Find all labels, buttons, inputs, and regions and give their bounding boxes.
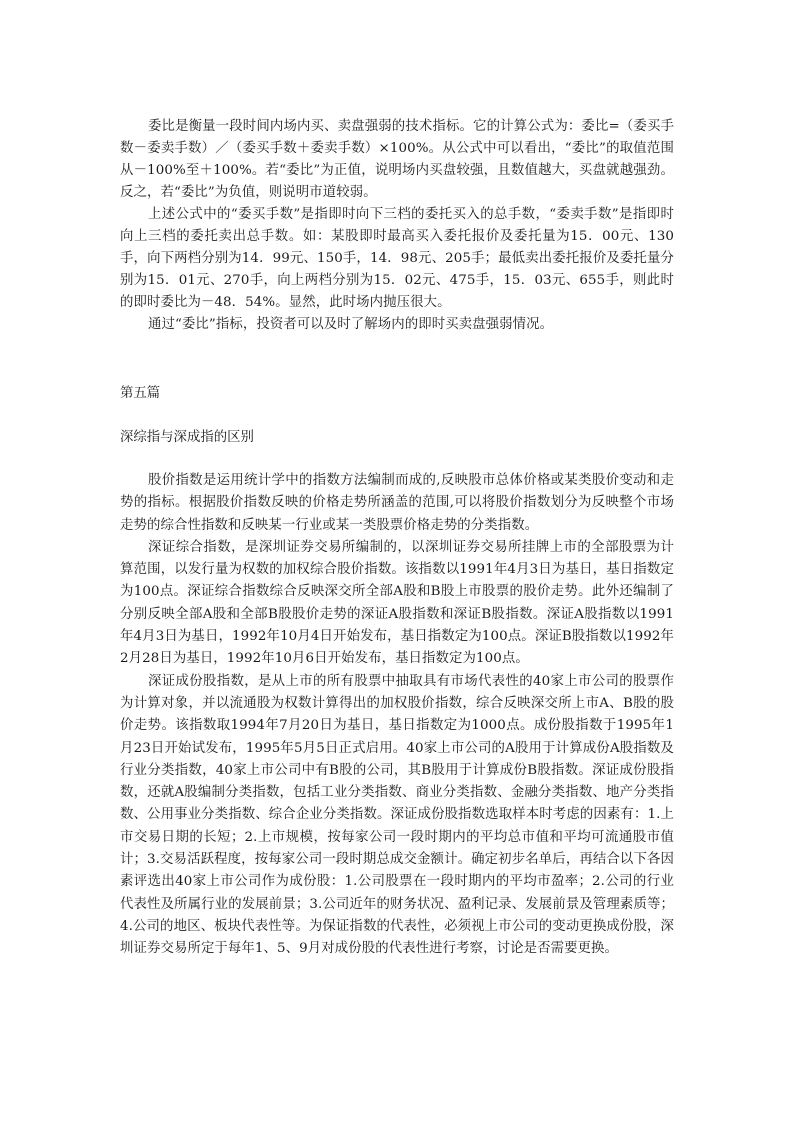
section-weibi xyxy=(120,116,674,336)
paragraph: 深证综合指数，是深圳证券交易所编制的，以深圳证券交易所挂牌上市的全部股票为计算范围，以发行量为权数的加权综合股价指数。该指数以1991年4月3日为基日，基日指数定为100点。深证综合指数综合反映深交所全部A股和B股上市股票的股价走势。此外还编制了分别反映全部A股和全部B股股价走势的深证A股指数和深证B股指数。深证A股指数以1991年4月3日为基日，1992年10月4日开始发布，基日指数定为100点。深证B股指数以1992年2月28日为基日，1992年10月6日开始发布，基日指数定为100点。 xyxy=(120,539,674,667)
chapter-title: 第五篇 xyxy=(120,386,161,401)
paragraph: 委比是衡量一段时间内场内买、卖盘强弱的技术指标。它的计算公式为：委比=（委买手数－委卖手数）／（委买手数＋委卖手数）×100%。从公式中可以看出，“委比”的取值范围从－100%至＋100%。若“委比”为正值，说明场内买盘较强，且数值越大，买盘就越强劲。反之，若“委比”为负值，则说明市道较弱。 xyxy=(120,119,674,200)
paragraph: 股价指数是运用统计学中的指数方法编制而成的,反映股市总体价格或某类股价变动和走势的指标。根据股价指数反映的价格走势所涵盖的范围,可以将股价指数划分为反映整个市场走势的综合性指数和反映某一行业或某一类股票价格走势的分类指数。 xyxy=(120,473,674,533)
section-index-comparison xyxy=(120,470,674,961)
paragraph: 深证成份股指数，是从上市的所有股票中抽取具有市场代表性的40家上市公司的股票作为计算对象，并以流通股为权数计算得出的加权股价指数，综合反映深交所上市A、B股的股价走势。该指数取1994年7月20日为基日，基日指数定为1000点。成份股指数于1995年1月23日开始试发布，1995年5月5日正式启用。40家上市公司的A股用于计算成份A股指数及行业分类指数，40家上市公司中有B股的公司，其B股用于计算成份B股指数。深证成份股指数，还就A股编制分类指数，包括工业分类指数、商业分类指数、金融分类指数、地产分类指数、公用事业分类指数、综合企业分类指数。深证成份股指数选取样本时考虑的因素有：1.上市交易日期的长短；2.上市规模，按每家公司一段时期内的平均总市值和平均可流通股市值计；3.交易活跃程度，按每家公司一段时期总成交金额计。确定初步名单后，再结合以下各因素评选出40家上市公司作为成份股：1.公司股票在一段时期内的平均市盈率；2.公司的行业代表性及所属行业的发展前景；3.公司近年的财务状况、盈利记录、发展前景及管理素质等；4.公司的地区、板块代表性等。为保证指数的代表性，必须视上市公司的变动更换成份股，深圳证券交易所定于每年1、5、9月对成份股的代表性进行考察，讨论是否需要更换。 xyxy=(120,673,674,957)
paragraph: 上述公式中的“委买手数”是指即时向下三档的委托买入的总手数，“委卖手数”是指即时向上三档的委托卖出总手数。如：某股即时最高买入委托报价及委托量为15．00元、130手，向下两档分别为14．99元、150手，14．98元、205手；最低卖出委托报价及委托量分别为15．01元、270手，向上两档分别为15．02元、475手，15．03元、655手，则此时的即时委比为－48．54%。显然，此时场内抛压很大。 xyxy=(120,207,674,310)
paragraph: 通过“委比”指标，投资者可以及时了解场内的即时买卖盘强弱情况。 xyxy=(148,317,554,332)
article-title: 深综指与深成指的区别 xyxy=(120,430,254,445)
